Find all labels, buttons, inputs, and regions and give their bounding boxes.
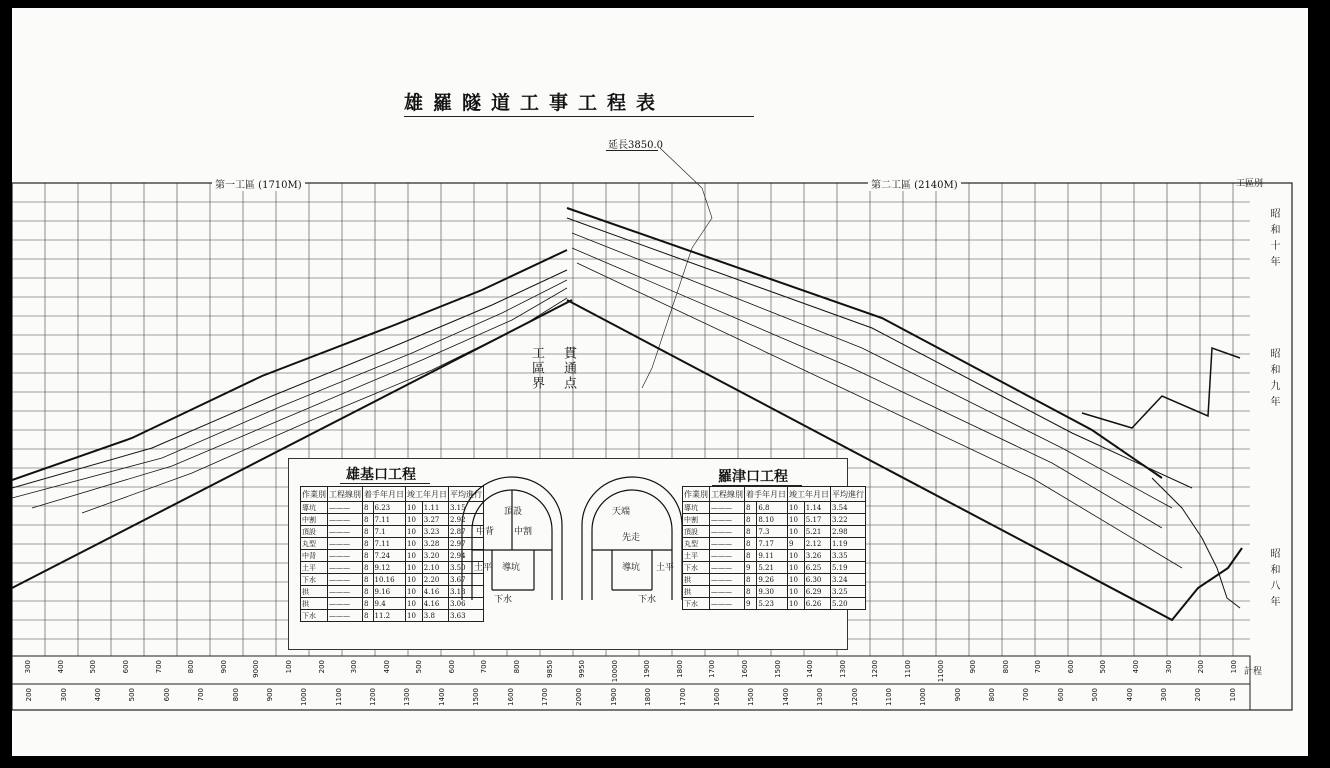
table-cell: ——— (328, 586, 363, 598)
scale-tick-label: 700 (480, 660, 489, 674)
scale-tick-label: 500 (89, 660, 98, 674)
scale-tick-label: 9950 (578, 660, 587, 678)
table-cell: 8 (745, 550, 757, 562)
table-cell: 5.20 (831, 598, 866, 610)
table-cell: ——— (328, 502, 363, 514)
table-cell: ——— (328, 526, 363, 538)
scale-tick-label: 500 (1091, 688, 1100, 702)
era-label-3: 昭和八年 (1268, 548, 1279, 612)
right-tail-line (1152, 478, 1240, 608)
table-header: 作業別 (301, 487, 328, 502)
table-cell: 10 (406, 562, 423, 574)
right-step-line (1082, 348, 1240, 428)
table-cell: 8 (745, 538, 757, 550)
scale-tick-label: 700 (1034, 660, 1043, 674)
table-cell: 8 (363, 574, 374, 586)
scale-tick-label: 1900 (643, 660, 652, 678)
scale-tick-label: 500 (128, 688, 137, 702)
table-cell: 10 (788, 502, 805, 514)
era-label-2: 昭和九年 (1268, 348, 1279, 412)
table-cell: 8 (745, 514, 757, 526)
table-cell: 6.30 (804, 574, 830, 586)
scale-tick-label: 500 (1099, 660, 1108, 674)
table-cell: 中割 (301, 514, 328, 526)
table-row (683, 526, 866, 538)
scale-tick-label: 600 (162, 688, 171, 702)
table-cell: 2.12 (804, 538, 830, 550)
table-cell: 11.2 (373, 610, 405, 622)
table-cell: 1.14 (804, 502, 830, 514)
table-cell: 6.23 (373, 502, 405, 514)
table-cell: 導坑 (683, 502, 710, 514)
table-cell: 8 (363, 562, 374, 574)
table-cell: 3.23 (422, 526, 448, 538)
scale-tick-label: 500 (415, 660, 424, 674)
scale-tick-label: 1600 (506, 688, 515, 706)
scale-tick-label: 200 (1197, 660, 1206, 674)
scale-tick-label: 1500 (747, 688, 756, 706)
table-cell: 8.10 (757, 514, 788, 526)
table-cell: 3.28 (422, 538, 448, 550)
scale-tick-label: 400 (1131, 660, 1140, 674)
table-cell: 10 (406, 526, 423, 538)
table-cell: 10 (406, 598, 423, 610)
table-cell: 10 (788, 598, 805, 610)
section-label: 土平 (656, 563, 675, 573)
table-cell: 2.87 (449, 526, 484, 538)
table-cell: 9.12 (373, 562, 405, 574)
table-cell: 5.19 (831, 562, 866, 574)
scale-tick-label: 800 (187, 660, 196, 674)
table-cell: 3.15 (449, 502, 484, 514)
table-header: 着手年月日 (363, 487, 406, 502)
table-row (683, 598, 866, 610)
era-label-1: 昭和十年 (1268, 208, 1279, 272)
table-cell: 9.4 (373, 598, 405, 610)
table-cell: 5.21 (804, 526, 830, 538)
right-table-title: 羅津口工程 (718, 469, 788, 485)
table-cell: ——— (710, 562, 745, 574)
table-header: 工程線別 (710, 487, 745, 502)
table-cell: 10 (406, 574, 423, 586)
table-cell: 7.11 (373, 514, 405, 526)
scale-tick-label: 100 (284, 660, 293, 674)
table-cell: 8 (745, 502, 757, 514)
scale-tick-label: 1700 (708, 660, 717, 678)
scale-tick-label: 1800 (675, 660, 684, 678)
section-label: 中割 (514, 527, 533, 537)
table-cell: 8 (363, 538, 374, 550)
scale-tick-label: 1400 (437, 688, 446, 706)
table-cell: ——— (710, 586, 745, 598)
section-label: 下水 (494, 595, 513, 605)
scale-tick-label: 1100 (884, 688, 893, 706)
table-cell: 拱 (683, 574, 710, 586)
survey-line (642, 148, 712, 388)
table-cell: 2.92 (449, 514, 484, 526)
right-bold-line (567, 208, 1162, 478)
table-cell: 10 (406, 538, 423, 550)
table-cell: 3.25 (831, 586, 866, 598)
table-cell: 10 (788, 586, 805, 598)
scale-tick-label: 1300 (838, 660, 847, 678)
section-label: 頂設 (504, 507, 523, 517)
scale-tick-label: 1000 (919, 688, 928, 706)
table-header: 工程線別 (328, 487, 363, 502)
table-cell: 3.24 (831, 574, 866, 586)
scale-tick-label: 1200 (850, 688, 859, 706)
table-cell: ——— (328, 598, 363, 610)
scale-tick-label: 1100 (334, 688, 343, 706)
table-row (683, 562, 866, 574)
scale-tick-label: 200 (1194, 688, 1203, 702)
scale-tick-label: 300 (1164, 660, 1173, 674)
scale-tick-label: 1700 (678, 688, 687, 706)
table-cell: 下水 (683, 598, 710, 610)
table-cell: 6.25 (804, 562, 830, 574)
table-cell: 9 (745, 562, 757, 574)
table-cell: 土平 (683, 550, 710, 562)
table-cell: 7.17 (757, 538, 788, 550)
zone2-label: 第二工區 (2140M) (868, 176, 961, 191)
table-cell: 丸型 (683, 538, 710, 550)
table-row (683, 550, 866, 562)
scale-tick-label: 800 (1001, 660, 1010, 674)
table-cell: 下水 (301, 574, 328, 586)
scale-tick-label: 900 (265, 688, 274, 702)
section-label: 先走 (622, 533, 641, 543)
section-label: 中背 (476, 527, 495, 537)
table-cell: 8 (363, 586, 374, 598)
table-cell: 10 (788, 574, 805, 586)
section-label: 天端 (612, 507, 631, 517)
scale-tick-label: 1200 (369, 688, 378, 706)
table-cell: 3.8 (422, 610, 448, 622)
scale-tick-label: 1000 (300, 688, 309, 706)
scale-tick-label: 1600 (712, 688, 721, 706)
table-cell: 10 (406, 550, 423, 562)
scale-tick-label: 600 (1056, 688, 1065, 702)
table-cell: ——— (328, 514, 363, 526)
table-cell: 6.26 (804, 598, 830, 610)
table-cell: 8 (363, 598, 374, 610)
scale-tick-label: 1700 (541, 688, 550, 706)
right-line-a (567, 218, 1192, 488)
section-label: 導坑 (502, 563, 521, 573)
table-cell: 10 (406, 514, 423, 526)
table-cell: 7.24 (373, 550, 405, 562)
upper-scale-labels (12, 658, 1250, 682)
length-underline (606, 150, 658, 151)
scale-tick-label: 1600 (741, 660, 750, 678)
table-cell: 2.97 (449, 538, 484, 550)
table-cell: 頂設 (683, 526, 710, 538)
table-cell: 3.06 (449, 598, 484, 610)
scale-tick-label: 400 (93, 688, 102, 702)
scale-tick-label: 100 (1228, 688, 1237, 702)
scale-tick-label: 800 (988, 688, 997, 702)
table-row (683, 538, 866, 550)
section-label: 導坑 (622, 563, 641, 573)
table-cell: ——— (328, 610, 363, 622)
table-cell: 1.19 (831, 538, 866, 550)
table-cell: 3.13 (449, 586, 484, 598)
scale-tick-label: 600 (447, 660, 456, 674)
table-cell: 4.16 (422, 586, 448, 598)
scale-tick-label: 700 (1022, 688, 1031, 702)
table-cell: 10 (406, 586, 423, 598)
scale-tick-label: 600 (122, 660, 131, 674)
right-progress-table (682, 486, 866, 610)
table-cell: 6.8 (757, 502, 788, 514)
tunnel-sections (452, 470, 682, 610)
table-cell: 9.16 (373, 586, 405, 598)
scale-tick-label: 200 (25, 688, 34, 702)
table-cell: 8 (745, 586, 757, 598)
scale-tick-label: 11000 (936, 660, 945, 683)
table-cell: 3.20 (422, 550, 448, 562)
table-cell: ——— (710, 514, 745, 526)
scale-tick-label: 1500 (773, 660, 782, 678)
table-cell: ——— (328, 550, 363, 562)
table-cell: 中背 (301, 550, 328, 562)
table-cell: 7.11 (373, 538, 405, 550)
table-cell: 3.54 (831, 502, 866, 514)
section-label: 下水 (638, 595, 657, 605)
scale-tick-label: 700 (197, 688, 206, 702)
table-row (301, 610, 484, 622)
table-cell: 8 (363, 526, 374, 538)
table-cell: 導坑 (301, 502, 328, 514)
table-cell: 6.29 (804, 586, 830, 598)
table-cell: 丸型 (301, 538, 328, 550)
tunnel-length: 延長3850.0 (608, 140, 663, 151)
table-cell: 10 (406, 502, 423, 514)
table-cell: ——— (328, 574, 363, 586)
table-header: 作業別 (683, 487, 710, 502)
page-title: 雄羅隧道工事工程表 (404, 92, 666, 114)
table-cell: 9 (745, 598, 757, 610)
scale-tick-label: 700 (154, 660, 163, 674)
scale-tick-label: 1400 (806, 660, 815, 678)
table-cell: 頂設 (301, 526, 328, 538)
table-row (683, 586, 866, 598)
table-cell: 8 (363, 550, 374, 562)
scale-tick-label: 1400 (781, 688, 790, 706)
table-cell: 9 (788, 538, 805, 550)
scale-tick-label: 1100 (903, 660, 912, 678)
scale-tick-label: 800 (231, 688, 240, 702)
table-row (683, 514, 866, 526)
scale-tick-label: 9850 (545, 660, 554, 678)
breakthrough-label: 貫通点 (561, 346, 576, 391)
table-cell: 拱 (301, 586, 328, 598)
table-cell: 5.17 (804, 514, 830, 526)
scale-tick-label: 600 (1066, 660, 1075, 674)
table-row (683, 574, 866, 586)
table-cell: ——— (710, 502, 745, 514)
table-cell: 9.26 (757, 574, 788, 586)
table-cell: 9.11 (757, 550, 788, 562)
table-cell: 4.16 (422, 598, 448, 610)
table-header: 竣工年月日 (788, 487, 831, 502)
table-cell: 3.22 (831, 514, 866, 526)
scale-tick-label: 300 (350, 660, 359, 674)
scale-tick-label: 1300 (403, 688, 412, 706)
table-cell: 3.35 (831, 550, 866, 562)
section-label: 土平 (474, 563, 493, 573)
table-cell: 3.27 (422, 514, 448, 526)
scale-tick-label: 100 (1229, 660, 1238, 674)
left-line-a (12, 270, 567, 488)
scale-tick-label: 200 (317, 660, 326, 674)
scale-tick-label: 1200 (871, 660, 880, 678)
scale-tick-label: 400 (56, 660, 65, 674)
table-cell: 7.1 (373, 526, 405, 538)
table-cell: 3.67 (449, 574, 484, 586)
scale-tick-label: 400 (1125, 688, 1134, 702)
table-cell: 8 (745, 526, 757, 538)
table-cell: ——— (710, 598, 745, 610)
table-header: 竣工年月日 (406, 487, 449, 502)
table-cell: 7.3 (757, 526, 788, 538)
table-cell: 2.20 (422, 574, 448, 586)
table-cell: 下水 (301, 610, 328, 622)
table-cell: ——— (328, 538, 363, 550)
table-header: 平均進行 (831, 487, 866, 502)
zone1-label: 第一工區 (1710M) (212, 176, 305, 191)
scale-tick-label: 1300 (816, 688, 825, 706)
table-cell: 8 (363, 610, 374, 622)
lower-scale-labels (12, 686, 1250, 710)
table-cell: 5.21 (757, 562, 788, 574)
table-cell: 3.63 (449, 610, 484, 622)
scale-tick-label: 300 (24, 660, 33, 674)
table-cell: 8 (363, 502, 374, 514)
table-cell: ——— (710, 526, 745, 538)
left-table-title: 雄基口工程 (346, 467, 416, 483)
title-underline (404, 116, 754, 117)
table-cell: 10 (788, 526, 805, 538)
table-cell: 拱 (683, 586, 710, 598)
table-row (683, 502, 866, 514)
table-cell: 土平 (301, 562, 328, 574)
scale-tick-label: 1900 (609, 688, 618, 706)
table-cell: 1.11 (422, 502, 448, 514)
drawing-sheet (12, 8, 1308, 756)
table-cell: 中割 (683, 514, 710, 526)
scale-tick-label: 300 (1160, 688, 1169, 702)
scale-tick-label: 2000 (575, 688, 584, 706)
table-cell: 8 (745, 574, 757, 586)
table-cell: ——— (710, 574, 745, 586)
bottom-header: 計程 (1244, 667, 1263, 677)
left-title-rule (340, 483, 430, 484)
table-cell: 拱 (301, 598, 328, 610)
boundary-label: 工區界 (529, 346, 544, 391)
scale-tick-label: 300 (59, 688, 68, 702)
scale-tick-label: 900 (953, 688, 962, 702)
table-cell: 10 (788, 514, 805, 526)
table-cell: 3.26 (804, 550, 830, 562)
table-cell: 2.94 (449, 550, 484, 562)
table-cell: ——— (710, 550, 745, 562)
scale-tick-label: 9000 (252, 660, 261, 678)
table-header: 着手年月日 (745, 487, 788, 502)
column-header: 工區別 (1236, 179, 1264, 189)
table-cell: 3.50 (449, 562, 484, 574)
table-header: 平均進行 (449, 487, 484, 502)
table-cell: 10 (406, 610, 423, 622)
table-cell: 10 (788, 550, 805, 562)
scale-tick-label: 800 (512, 660, 521, 674)
table-cell: 10 (788, 562, 805, 574)
table-cell: 9.30 (757, 586, 788, 598)
table-cell: 8 (363, 514, 374, 526)
table-cell: ——— (328, 562, 363, 574)
scale-tick-label: 10000 (610, 660, 619, 683)
scale-tick-label: 900 (219, 660, 228, 674)
table-cell: ——— (710, 538, 745, 550)
table-cell: 5.23 (757, 598, 788, 610)
table-cell: 2.98 (831, 526, 866, 538)
scale-tick-label: 900 (969, 660, 978, 674)
scale-tick-label: 1500 (472, 688, 481, 706)
scale-tick-label: 1800 (644, 688, 653, 706)
table-cell: 下水 (683, 562, 710, 574)
table-cell: 2.10 (422, 562, 448, 574)
table-cell: 10.16 (373, 574, 405, 586)
scale-tick-label: 400 (382, 660, 391, 674)
